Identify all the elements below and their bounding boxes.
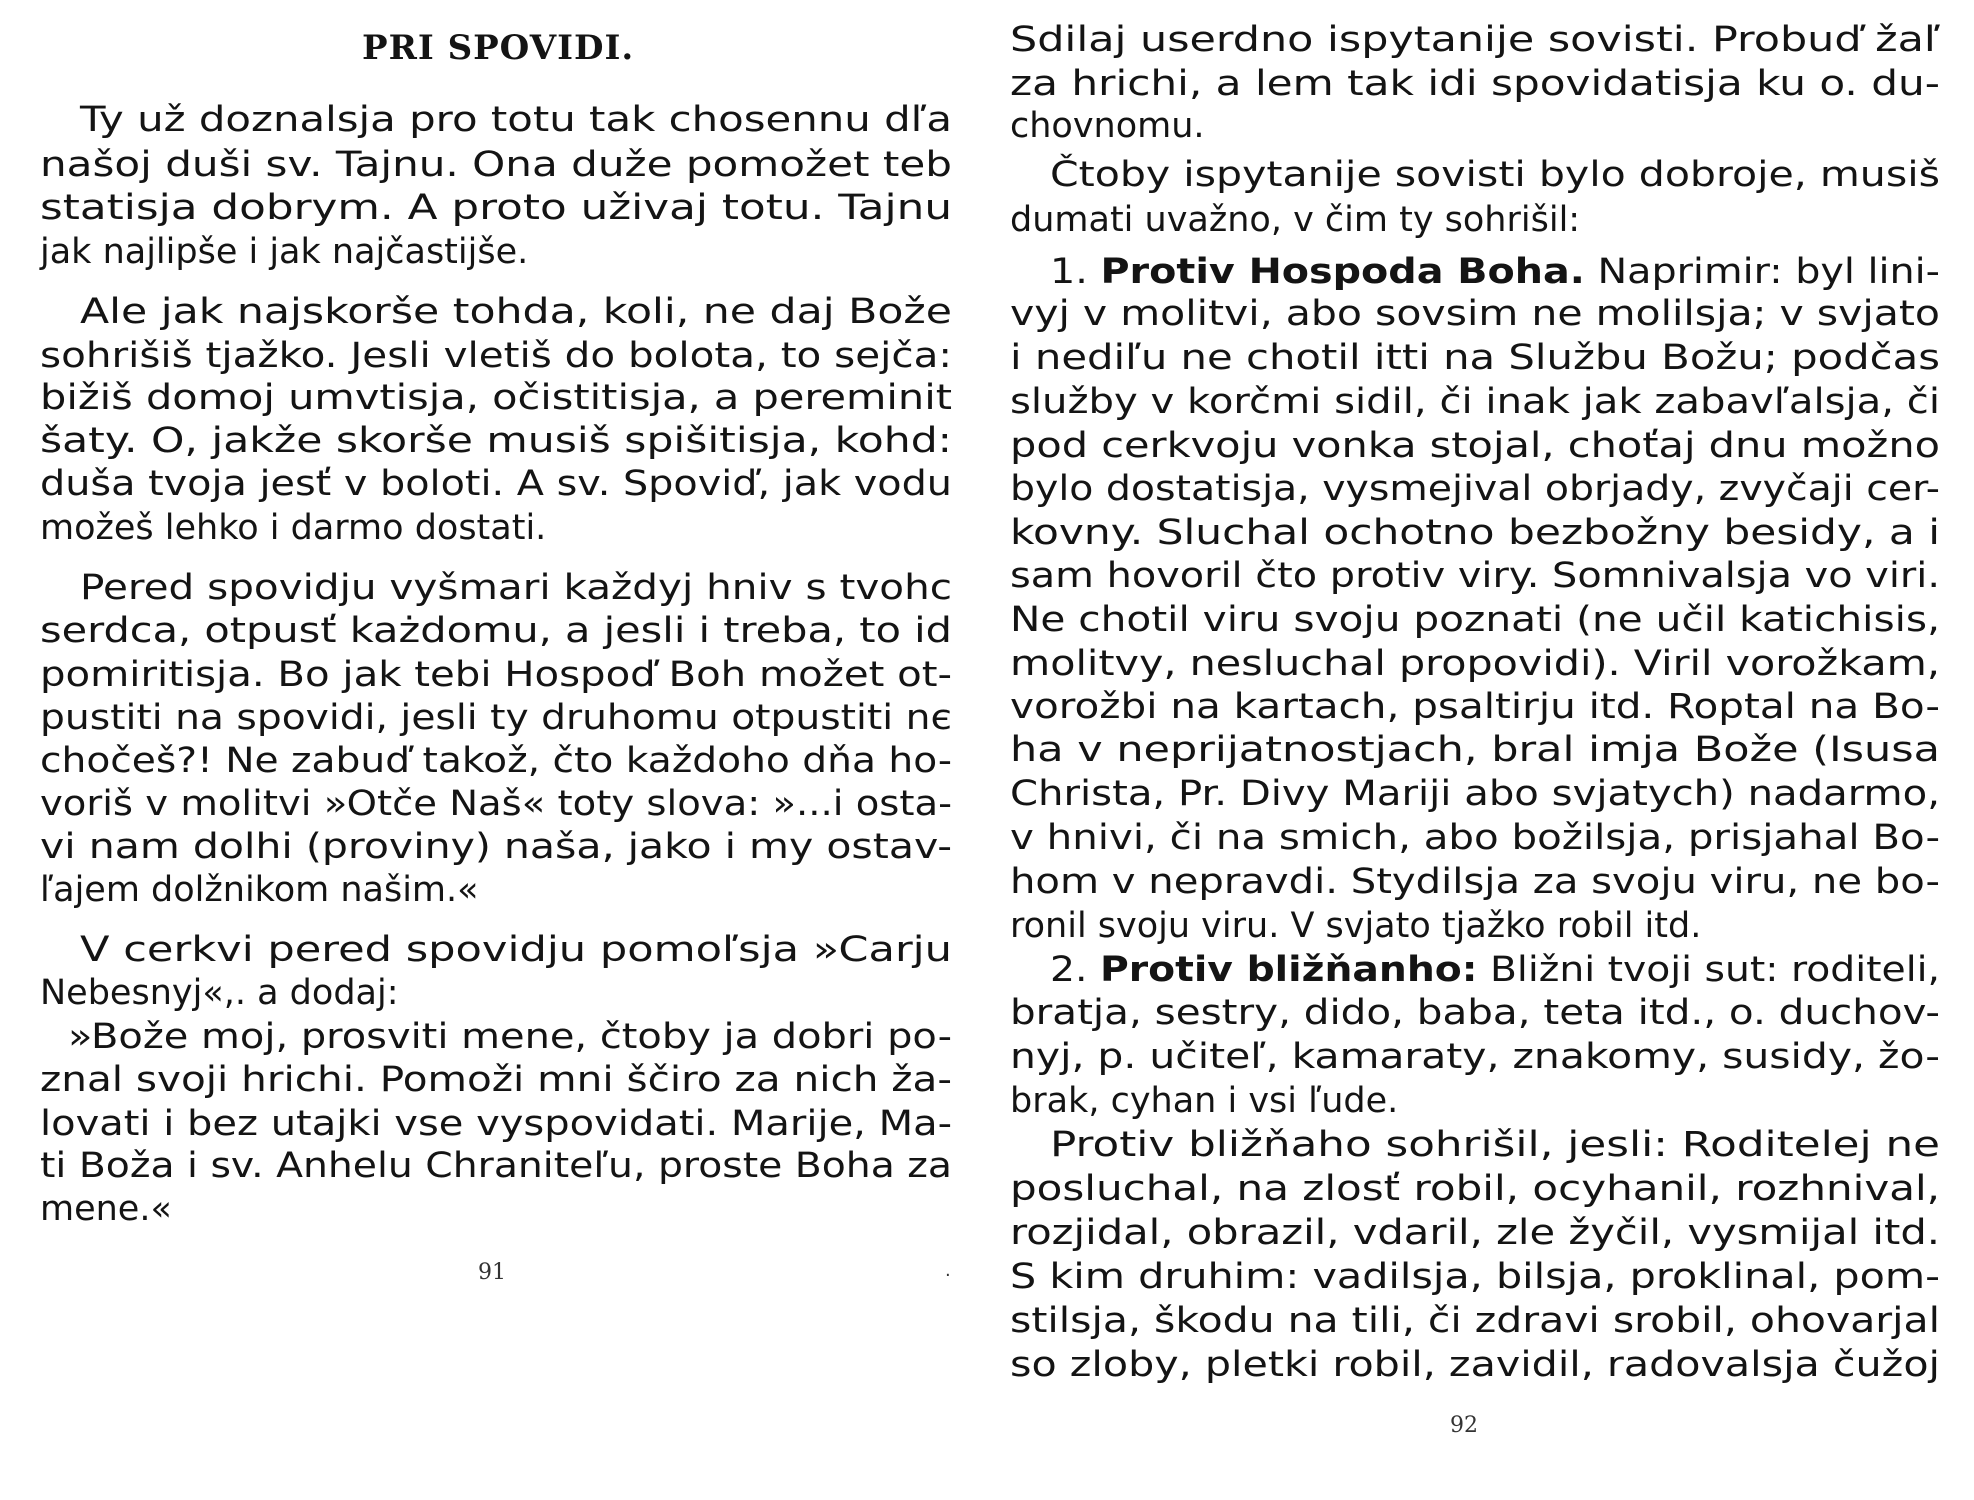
right-text-line: za hrichi, a lem tak idi spovidatisja ku o. du- xyxy=(1010,64,1940,104)
right-text-line: sam hovoril čto protiv viry. Somnivalsja vo viri. xyxy=(1010,556,1940,596)
right-text-line: služby v korčmi sidil, či inak jak zabavľalsja, či xyxy=(1010,382,1940,422)
right-text-line: i nediľu ne chotil itti na Službu Božu; podčas xyxy=(1010,338,1940,378)
left-page-number: 91 xyxy=(478,1260,506,1285)
left-text-line: pustiti na spovidi, jesli ty druhomu otpustiti nє xyxy=(40,698,952,738)
left-text-line: voriš v molitvi »Otče Naš« toty slova: »...i osta- xyxy=(40,784,953,824)
right-text-line: kovny. Sluchal ochotno bezbožny besidy, a i xyxy=(1010,513,1940,553)
left-text-line: ľajem dolžnikom našim.« xyxy=(40,870,479,910)
right-text-line: ronil svoju viru. V svjato tjažko robil itd. xyxy=(1010,906,1702,946)
left-text-line: V cerkvi pered spovidju pomoľsja »Carju xyxy=(80,930,952,970)
right-text-line: Protiv bližňaho sohrišil, jesli: Roditelej ne xyxy=(1050,1125,1940,1165)
left-text-line: znal svoji hrichi. Pomoži mni ščiro za nich ža- xyxy=(40,1060,952,1100)
left-text-line: chočeš?! Ne zabuď takož, čto každoho dňa ho- xyxy=(40,741,952,781)
right-text-line: dumati uvažno, v čim ty sohrišil: xyxy=(1010,200,1581,240)
right-text-line: S kim druhim: vadilsja, bilsja, proklinal, pom- xyxy=(1010,1257,1940,1297)
item-number: 2. xyxy=(1050,950,1100,990)
left-text-line: vi nam dolhi (proviny) naša, jako i my ostav- xyxy=(40,827,952,867)
left-text-line: serdca, otpusť każdomu, a jesli i treba, to id xyxy=(40,611,953,651)
right-text-line: nyj, p. učiteľ, kamaraty, znakomy, susidy, žo- xyxy=(1010,1037,1940,1077)
right-text-line: bylo dostatisja, vysmejival obrjady, zvyčaji cer- xyxy=(1010,469,1940,509)
right-text-line: Sdilaj userdno ispytanije sovisti. Probuď žaľ xyxy=(1010,20,1940,60)
line-text: Naprimir: byl lini- xyxy=(1584,252,1940,292)
right-text-line: pod cerkvoju vonka stojal, choťaj dnu možno xyxy=(1010,426,1940,466)
right-text-line: so zloby, pletki robil, zavidil, radovalsja čužoj xyxy=(1010,1345,1940,1385)
left-text-line: Pered spovidju vyšmari každyj hniv s tvohc xyxy=(80,568,952,608)
left-text-line: jak najlipše i jak najčastijše. xyxy=(40,232,529,272)
left-text-line: sohrišiš tjažko. Jesli vletiš do bolota, to sejča: xyxy=(40,336,952,376)
line-text: Bližni tvoji sut: roditeli, xyxy=(1477,950,1940,990)
right-text-line: bratja, sestry, dido, baba, teta itd., o. duchov- xyxy=(1010,993,1940,1033)
right-text-line: ha v neprijatnostjach, bral imja Bože (Isusa xyxy=(1010,730,1940,770)
left-text-line: šaty. O, jakže skorše musiš spišitisja, kohd: xyxy=(40,421,952,461)
right-text-line: rozjidal, obrazil, vdaril, zle žyčil, vysmijal itd. xyxy=(1010,1213,1940,1253)
right-text-line: chovnomu. xyxy=(1010,106,1205,146)
right-page xyxy=(987,0,1974,1500)
right-text-line xyxy=(1050,250,1940,294)
right-text-line: stilsja, škodu na tili, či zdravi srobil, ohovarjal xyxy=(1010,1301,1940,1341)
right-text-line: vorožbi na kartach, psaltirju itd. Roptal na Bo- xyxy=(1010,687,1940,727)
left-text-line: mene.« xyxy=(40,1189,172,1229)
section-heading: Protiv bližňanho: xyxy=(1099,950,1478,990)
chapter-title: PRI SPOVIDI. xyxy=(362,28,635,68)
right-text-line: hom v nepravdi. Stydilsja za svoju viru, ne bo- xyxy=(1010,862,1940,902)
left-text-line: našoj duši sv. Tajnu. Ona duže pomožet teb xyxy=(40,145,952,185)
left-text-line: pomiritisja. Bo jak tebi Hospoď Boh možet ot- xyxy=(40,655,953,695)
left-text-line: Nebesnyj«,. a dodaj: xyxy=(40,973,399,1013)
section-heading: Protiv Hospoda Boha. xyxy=(1100,252,1585,292)
right-text-line xyxy=(1050,948,1940,992)
item-number: 1. xyxy=(1050,252,1101,292)
left-text-line: duša tvoja jesť v boloti. A sv. Spoviď, jak vodu xyxy=(40,464,952,504)
left-text-line: Ale jak najskorše tohda, koli, ne daj Bože xyxy=(80,292,952,332)
left-text-line: statisja dobrym. A proto uživaj totu. Tajnu xyxy=(40,188,952,228)
right-text-line: Čtoby ispytanije sovisti bylo dobroje, musiš xyxy=(1050,155,1940,195)
right-text-line: Christa, Pr. Divy Mariji abo svjatych) nadarmo, xyxy=(1010,774,1940,814)
right-text-line: vyj v molitvi, abo sovsim ne molilsja; v svjato xyxy=(1010,294,1940,334)
left-text-line: lovati i bez utajki vse vyspovidati. Marije, Ma- xyxy=(40,1104,952,1144)
left-text-line: bižiš domoj umvtisja, očistitisja, a pereminit xyxy=(40,378,953,418)
right-page-number: 92 xyxy=(1450,1413,1478,1438)
right-text-line: Ne chotil viru svoju poznati (ne učil katichisis, xyxy=(1010,600,1940,640)
stray-mark: · xyxy=(945,1265,951,1286)
left-text-line: Ty už doznalsja pro totu tak chosennu dľa xyxy=(80,100,952,140)
right-text-line: v hnivi, či na smich, abo božilsja, prisjahal Bo- xyxy=(1010,818,1940,858)
left-text-line: »Bože moj, prosviti mene, čtoby ja dobri po- xyxy=(68,1017,952,1057)
right-text-line: brak, cyhan i vsi ľude. xyxy=(1010,1081,1399,1121)
left-text-line: ti Boža i sv. Anhelu Chraniteľu, proste Boha za xyxy=(40,1146,953,1186)
right-text-line: posluchal, na zlosť robil, ocyhanil, rozhnival, xyxy=(1010,1169,1940,1209)
left-text-line: možeš lehko i darmo dostati. xyxy=(40,508,547,548)
right-text-line: molitvy, nesluchal propovidi). Viril vorožkam, xyxy=(1010,644,1940,684)
